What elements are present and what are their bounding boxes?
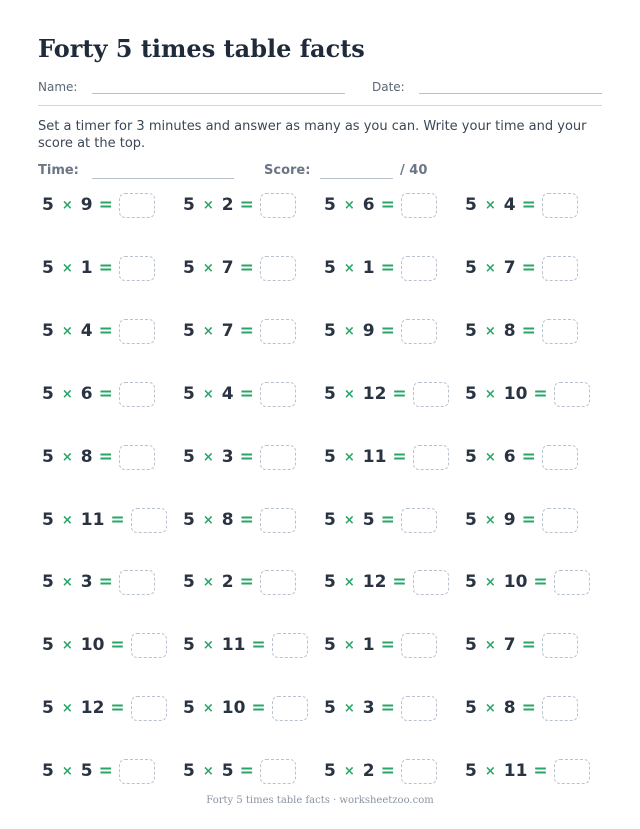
footer: Forty 5 times table facts · worksheetzoo.com: [206, 795, 434, 806]
equals-sign: =: [521, 635, 536, 655]
fact-multiplier: 4: [80, 321, 93, 341]
answer-box[interactable]: [260, 508, 296, 533]
answer-box[interactable]: [131, 696, 167, 721]
score-label: Score:: [264, 163, 311, 178]
equals-sign: =: [533, 572, 548, 592]
answer-box[interactable]: [401, 633, 437, 658]
fact-item: [465, 317, 578, 345]
times-sign: ×: [61, 449, 73, 465]
fact-multiplier: 6: [362, 195, 375, 215]
times-sign: ×: [61, 197, 73, 213]
equals-sign: =: [251, 635, 266, 655]
fact-multiplier: 4: [503, 195, 516, 215]
fact-multiplier: 1: [362, 635, 375, 655]
answer-box[interactable]: [119, 570, 155, 595]
equals-sign: =: [239, 258, 254, 278]
answer-box[interactable]: [413, 570, 449, 595]
fact-multiplicand: 5: [465, 761, 477, 781]
fact-item: [465, 694, 578, 722]
times-sign: ×: [343, 700, 355, 716]
fact-multiplier: 12: [80, 698, 105, 718]
fact-multiplicand: 5: [324, 384, 336, 404]
equals-sign: =: [521, 510, 536, 530]
times-sign: ×: [61, 386, 73, 402]
equals-sign: =: [533, 384, 548, 404]
fact-multiplier: 2: [362, 761, 375, 781]
equals-sign: =: [521, 195, 536, 215]
equals-sign: =: [239, 384, 254, 404]
times-sign: ×: [484, 700, 496, 716]
fact-item: [465, 506, 578, 534]
fact-multiplier: 7: [503, 635, 516, 655]
fact-multiplicand: 5: [183, 258, 195, 278]
answer-box[interactable]: [401, 759, 437, 784]
fact-multiplier: 10: [221, 698, 246, 718]
fact-item: [42, 506, 167, 534]
times-sign: ×: [343, 574, 355, 590]
equals-sign: =: [239, 447, 254, 467]
times-sign: ×: [61, 512, 73, 528]
answer-box[interactable]: [119, 382, 155, 407]
fact-multiplier: 10: [503, 572, 528, 592]
times-sign: ×: [202, 700, 214, 716]
fact-multiplicand: 5: [324, 510, 336, 530]
fact-multiplicand: 5: [42, 635, 54, 655]
fact-item: [183, 254, 296, 282]
fact-multiplicand: 5: [42, 447, 54, 467]
equals-sign: =: [110, 635, 125, 655]
fact-multiplicand: 5: [183, 321, 195, 341]
times-sign: ×: [343, 637, 355, 653]
answer-box[interactable]: [260, 193, 296, 218]
fact-item: [465, 631, 578, 659]
fact-multiplicand: 5: [183, 698, 195, 718]
fact-multiplicand: 5: [465, 635, 477, 655]
fact-multiplier: 3: [80, 572, 93, 592]
answer-box[interactable]: [119, 256, 155, 281]
fact-multiplier: 5: [362, 510, 375, 530]
equals-sign: =: [239, 572, 254, 592]
fact-multiplicand: 5: [42, 698, 54, 718]
equals-sign: =: [98, 258, 113, 278]
fact-item: [183, 631, 308, 659]
fact-item: [324, 506, 437, 534]
equals-sign: =: [380, 510, 395, 530]
fact-multiplier: 10: [503, 384, 528, 404]
equals-sign: =: [251, 698, 266, 718]
equals-sign: =: [392, 384, 407, 404]
equals-sign: =: [521, 258, 536, 278]
times-sign: ×: [484, 197, 496, 213]
answer-box[interactable]: [119, 759, 155, 784]
fact-item: [183, 568, 296, 596]
times-sign: ×: [61, 260, 73, 276]
times-sign: ×: [484, 260, 496, 276]
equals-sign: =: [380, 321, 395, 341]
fact-item: [324, 694, 437, 722]
fact-multiplicand: 5: [42, 258, 54, 278]
equals-sign: =: [521, 698, 536, 718]
fact-multiplicand: 5: [324, 635, 336, 655]
equals-sign: =: [239, 761, 254, 781]
fact-multiplier: 1: [80, 258, 93, 278]
fact-item: [465, 191, 578, 219]
answer-box[interactable]: [272, 633, 308, 658]
answer-box[interactable]: [260, 759, 296, 784]
date-label: Date:: [372, 80, 405, 94]
equals-sign: =: [239, 195, 254, 215]
name-label: Name:: [38, 80, 78, 94]
times-sign: ×: [343, 512, 355, 528]
equals-sign: =: [98, 195, 113, 215]
fact-multiplier: 3: [221, 447, 234, 467]
fact-multiplicand: 5: [42, 510, 54, 530]
times-sign: ×: [202, 323, 214, 339]
fact-multiplicand: 5: [465, 195, 477, 215]
fact-multiplicand: 5: [465, 698, 477, 718]
fact-item: [42, 757, 155, 785]
fact-item: [324, 443, 449, 471]
fact-multiplicand: 5: [183, 510, 195, 530]
fact-multiplier: 5: [80, 761, 93, 781]
fact-multiplier: 2: [221, 572, 234, 592]
answer-box[interactable]: [542, 193, 578, 218]
fact-multiplier: 7: [503, 258, 516, 278]
fact-multiplicand: 5: [183, 384, 195, 404]
equals-sign: =: [380, 761, 395, 781]
answer-box[interactable]: [119, 445, 155, 470]
fact-multiplier: 8: [503, 321, 516, 341]
times-sign: ×: [202, 449, 214, 465]
fact-item: [42, 694, 167, 722]
fact-multiplicand: 5: [324, 447, 336, 467]
fact-multiplicand: 5: [42, 384, 54, 404]
times-sign: ×: [343, 386, 355, 402]
fact-multiplier: 12: [362, 572, 387, 592]
fact-item: [183, 694, 308, 722]
answer-box[interactable]: [401, 696, 437, 721]
times-sign: ×: [343, 449, 355, 465]
times-sign: ×: [484, 512, 496, 528]
fact-multiplier: 8: [503, 698, 516, 718]
answer-box[interactable]: [413, 382, 449, 407]
fact-item: [42, 380, 155, 408]
fact-multiplier: 5: [221, 761, 234, 781]
answer-box[interactable]: [260, 319, 296, 344]
answer-box[interactable]: [554, 759, 590, 784]
fact-item: [324, 757, 437, 785]
answer-box[interactable]: [119, 319, 155, 344]
worksheet-title: Forty 5 times table facts: [38, 34, 365, 63]
equals-sign: =: [521, 447, 536, 467]
fact-item: [324, 317, 437, 345]
instructions: Set a timer for 3 minutes and answer as many as you can. Write your time and your score at the top.: [38, 119, 587, 151]
answer-box[interactable]: [119, 193, 155, 218]
fact-multiplier: 10: [80, 635, 105, 655]
fact-item: [42, 254, 155, 282]
answer-box[interactable]: [542, 508, 578, 533]
fact-item: [324, 191, 437, 219]
fact-multiplicand: 5: [465, 384, 477, 404]
fact-multiplicand: 5: [42, 761, 54, 781]
answer-box[interactable]: [542, 633, 578, 658]
times-sign: ×: [484, 449, 496, 465]
times-sign: ×: [343, 197, 355, 213]
fact-multiplicand: 5: [183, 572, 195, 592]
answer-box[interactable]: [401, 508, 437, 533]
answer-box[interactable]: [542, 445, 578, 470]
fact-multiplicand: 5: [42, 572, 54, 592]
fact-multiplier: 7: [221, 258, 234, 278]
fact-multiplicand: 5: [324, 321, 336, 341]
fact-multiplier: 2: [221, 195, 234, 215]
times-sign: ×: [343, 260, 355, 276]
times-sign: ×: [61, 700, 73, 716]
fact-item: [324, 631, 437, 659]
equals-sign: =: [98, 384, 113, 404]
fact-multiplicand: 5: [183, 195, 195, 215]
fact-multiplicand: 5: [324, 698, 336, 718]
fact-multiplicand: 5: [324, 195, 336, 215]
fact-item: [183, 757, 296, 785]
times-sign: ×: [484, 323, 496, 339]
fact-multiplier: 9: [362, 321, 375, 341]
fact-multiplicand: 5: [465, 447, 477, 467]
answer-box[interactable]: [272, 696, 308, 721]
times-sign: ×: [343, 763, 355, 779]
fact-multiplicand: 5: [465, 321, 477, 341]
fact-multiplicand: 5: [183, 447, 195, 467]
fact-item: [465, 443, 578, 471]
answer-box[interactable]: [260, 445, 296, 470]
answer-box[interactable]: [260, 570, 296, 595]
fact-multiplicand: 5: [183, 635, 195, 655]
fact-multiplier: 11: [80, 510, 105, 530]
times-sign: ×: [202, 197, 214, 213]
times-sign: ×: [484, 637, 496, 653]
equals-sign: =: [380, 258, 395, 278]
fact-multiplier: 9: [503, 510, 516, 530]
fact-item: [465, 568, 590, 596]
fact-item: [42, 568, 155, 596]
equals-sign: =: [392, 447, 407, 467]
equals-sign: =: [380, 698, 395, 718]
fact-multiplier: 6: [80, 384, 93, 404]
time-label: Time:: [38, 163, 79, 178]
answer-box[interactable]: [554, 382, 590, 407]
fact-item: [42, 631, 167, 659]
fact-multiplicand: 5: [183, 761, 195, 781]
times-sign: ×: [202, 260, 214, 276]
equals-sign: =: [380, 195, 395, 215]
times-sign: ×: [202, 637, 214, 653]
times-sign: ×: [61, 323, 73, 339]
fact-multiplier: 9: [80, 195, 93, 215]
answer-box[interactable]: [542, 696, 578, 721]
fact-multiplier: 6: [503, 447, 516, 467]
fact-item: [183, 191, 296, 219]
fact-multiplier: 11: [503, 761, 528, 781]
equals-sign: =: [110, 510, 125, 530]
equals-sign: =: [521, 321, 536, 341]
times-sign: ×: [61, 637, 73, 653]
equals-sign: =: [98, 447, 113, 467]
fact-item: [324, 568, 449, 596]
times-sign: ×: [343, 323, 355, 339]
equals-sign: =: [110, 698, 125, 718]
times-sign: ×: [202, 512, 214, 528]
fact-multiplicand: 5: [324, 258, 336, 278]
fact-item: [42, 191, 155, 219]
fact-item: [183, 506, 296, 534]
answer-box[interactable]: [131, 633, 167, 658]
times-sign: ×: [202, 574, 214, 590]
fact-multiplicand: 5: [42, 195, 54, 215]
times-sign: ×: [61, 574, 73, 590]
times-sign: ×: [202, 763, 214, 779]
fact-multiplier: 1: [362, 258, 375, 278]
score-total: / 40: [400, 163, 428, 178]
equals-sign: =: [98, 761, 113, 781]
times-sign: ×: [202, 386, 214, 402]
equals-sign: =: [533, 761, 548, 781]
answer-box[interactable]: [554, 570, 590, 595]
fact-multiplier: 12: [362, 384, 387, 404]
times-sign: ×: [61, 763, 73, 779]
fact-multiplicand: 5: [324, 761, 336, 781]
fact-item: [324, 254, 437, 282]
fact-item: [465, 254, 578, 282]
times-sign: ×: [484, 386, 496, 402]
fact-item: [183, 317, 296, 345]
answer-box[interactable]: [542, 256, 578, 281]
answer-box[interactable]: [401, 256, 437, 281]
times-sign: ×: [484, 763, 496, 779]
fact-multiplier: 3: [362, 698, 375, 718]
equals-sign: =: [239, 321, 254, 341]
equals-sign: =: [239, 510, 254, 530]
fact-multiplicand: 5: [42, 321, 54, 341]
fact-multiplicand: 5: [465, 510, 477, 530]
fact-multiplier: 8: [221, 510, 234, 530]
fact-item: [42, 443, 155, 471]
answer-box[interactable]: [401, 193, 437, 218]
fact-multiplicand: 5: [465, 258, 477, 278]
equals-sign: =: [98, 321, 113, 341]
answer-box[interactable]: [401, 319, 437, 344]
fact-item: [465, 380, 590, 408]
fact-item: [183, 443, 296, 471]
fact-item: [183, 380, 296, 408]
fact-multiplier: 7: [221, 321, 234, 341]
fact-item: [465, 757, 590, 785]
answer-box[interactable]: [413, 445, 449, 470]
answer-box[interactable]: [260, 256, 296, 281]
equals-sign: =: [392, 572, 407, 592]
answer-box[interactable]: [260, 382, 296, 407]
fact-item: [42, 317, 155, 345]
equals-sign: =: [380, 635, 395, 655]
fact-multiplier: 11: [362, 447, 387, 467]
fact-multiplier: 11: [221, 635, 246, 655]
equals-sign: =: [98, 572, 113, 592]
times-sign: ×: [484, 574, 496, 590]
answer-box[interactable]: [542, 319, 578, 344]
fact-multiplicand: 5: [465, 572, 477, 592]
fact-multiplier: 4: [221, 384, 234, 404]
fact-multiplier: 8: [80, 447, 93, 467]
fact-item: [324, 380, 449, 408]
fact-multiplicand: 5: [324, 572, 336, 592]
answer-box[interactable]: [131, 508, 167, 533]
